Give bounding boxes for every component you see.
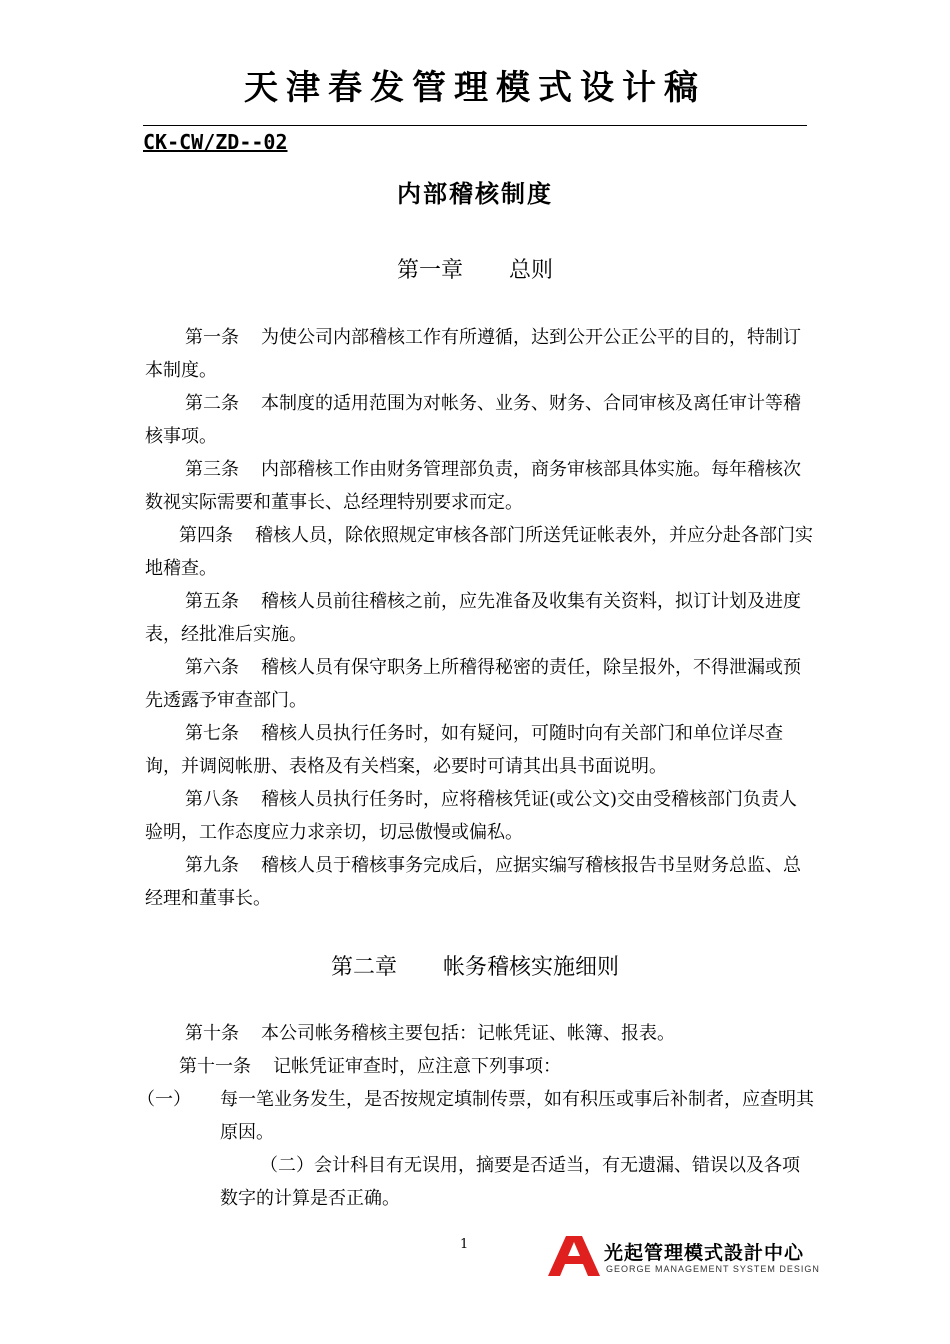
header-title: 天津春发管理模式设计稿 xyxy=(244,68,706,108)
article-4: 第四条 稽核人员，除依照规定审核各部门所送凭证帐表外，并应分赴各部门实地稽查。 xyxy=(145,525,813,579)
article-6: 第六条 稽核人员有保守职务上所稽得秘密的责任，除呈报外，不得泄漏或预先透露予审查部门。 xyxy=(145,657,801,711)
document-title: 内部稽核制度 xyxy=(397,180,553,208)
article-9: 第九条 稽核人员于稽核事务完成后，应据实编写稽核报告书呈财务总监、总经理和董事长。 xyxy=(145,855,801,909)
article-5: 第五条 稽核人员前往稽核之前，应先准备及收集有关资料，拟订计划及进度表，经批准后实施。 xyxy=(145,591,801,645)
article-7: 第七条 稽核人员执行任务时，如有疑问，可随时向有关部门和单位详尽查询，并调阅帐册、表格及有关档案，必要时可请其出具书面说明。 xyxy=(145,723,783,777)
chapter-1-heading xyxy=(0,253,950,284)
article-3: 第三条 内部稽核工作由财务管理部负责，商务审核部具体实施。每年稽核次数视实际需要和董事长、总经理特别要求而定。 xyxy=(145,459,801,513)
chapter-2-number: 第二章 xyxy=(330,955,397,980)
article-1: 第一条 为使公司内部稽核工作有所遵循，达到公开公正公平的目的，特制订本制度。 xyxy=(145,327,801,381)
chapter-1-name: 总则 xyxy=(509,258,554,283)
article-11: 第十一条 记帐凭证审查时，应注意下列事项： xyxy=(179,1056,561,1077)
article-2: 第二条 本制度的适用范围为对帐务、业务、财务、合同审核及离任审计等稽核事项。 xyxy=(145,393,801,447)
logo-a-notch xyxy=(570,1266,578,1276)
chapter-1-number: 第一章 xyxy=(396,258,463,283)
logo-a-icon xyxy=(546,1234,602,1278)
company-logo xyxy=(546,1234,820,1278)
article-10: 第十条 本公司帐务稽核主要包括：记帐凭证、帐簿、报表。 xyxy=(185,1023,675,1044)
header-rule xyxy=(143,125,807,126)
list-item-2: （二）会计科目有无误用，摘要是否适当，有无遗漏、错误以及各项数字的计算是否正确。 xyxy=(220,1155,800,1209)
chapter-2-heading xyxy=(0,950,950,981)
list-item-1: （一） 每一笔业务发生，是否按规定填制传票，如有积压或事后补制者，应查明其原因。 xyxy=(137,1089,814,1143)
chapter-1-body xyxy=(145,321,815,915)
page-number: 1 xyxy=(460,1237,469,1252)
logo-subtitle: GEORGE MANAGEMENT SYSTEM DESIGN xyxy=(606,1264,820,1274)
article-8: 第八条 稽核人员执行任务时，应将稽核凭证(或公文)交由受稽核部门负责人验明，工作态度应力求亲切，切忌傲慢或偏私。 xyxy=(145,789,798,843)
logo-name: 光起管理模式設計中心 xyxy=(604,1242,805,1264)
document-code: CK-CW/ZD--02 xyxy=(143,130,288,154)
chapter-2-name: 帐务稽核实施细则 xyxy=(443,955,620,980)
chapter-2-body xyxy=(137,1017,815,1215)
